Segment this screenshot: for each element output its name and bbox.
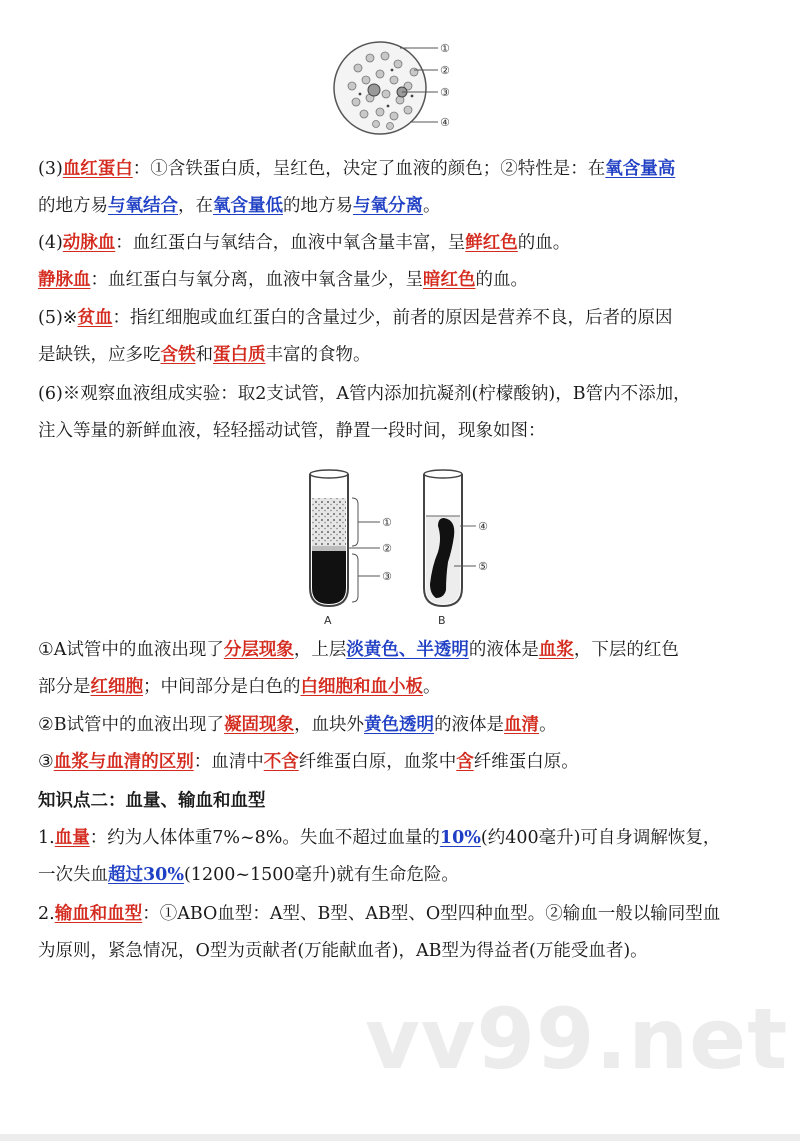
test-tubes-figure bbox=[296, 464, 506, 628]
tube-a-label-3: ③ bbox=[382, 570, 392, 583]
paragraph-6-line-1: (6)※观察血液组成实验：取2支试管，A管内添加抗凝剂(柠檬酸钠)，B管内不添加， bbox=[38, 384, 691, 404]
tube-a-letter: A bbox=[324, 614, 332, 627]
paragraph-4-venous: 静脉血：血红蛋白与氧分离，血液中氧含量少，呈暗红色的血。 bbox=[38, 270, 528, 290]
paragraph-5-line-2: 是缺铁，应多吃含铁和蛋白质丰富的食物。 bbox=[38, 345, 371, 365]
paragraph-3-line-1: (3)血红蛋白：①含铁蛋白质，呈红色，决定了血液的颜色；②特性是：在氧含量高 bbox=[38, 159, 676, 179]
paragraph-5-line-1: (5)※贫血：指红细胞或血红蛋白的含量过少，前者的原因是营养不良，后者的原因 bbox=[38, 308, 673, 328]
tube-a-label-2: ② bbox=[382, 542, 392, 555]
bottom-bar bbox=[0, 1134, 800, 1141]
watermark: vv99.net bbox=[365, 990, 789, 1088]
observation-3: ③血浆与血清的区别：血清中不含纤维蛋白原，血浆中含纤维蛋白原。 bbox=[38, 752, 579, 772]
observation-1-line-2: 部分是红细胞；中间部分是白色的白细胞和血小板。 bbox=[38, 677, 441, 697]
tube-b-label-4: ④ bbox=[478, 520, 488, 533]
paragraph-6-line-2: 注入等量的新鲜血液，轻轻摇动试管，静置一段时间，现象如图： bbox=[38, 421, 546, 441]
tube-a-plasma bbox=[312, 498, 346, 546]
figure1-label-1: ① bbox=[440, 42, 450, 55]
section-1-line-1: 1.血量：约为人体体重7%~8%。失血不超过血量的10%(约400毫升)可自身调解恢复， bbox=[38, 828, 721, 848]
section-1-line-2: 一次失血超过30%(1200~1500毫升)就有生命危险。 bbox=[38, 865, 459, 885]
figure1-label-2: ② bbox=[440, 64, 450, 77]
tube-b-letter: B bbox=[438, 614, 446, 627]
observation-1-line-1: ①A试管中的血液出现了分层现象，上层淡黄色、半透明的液体是血浆，下层的红色 bbox=[38, 640, 679, 660]
blood-smear-figure bbox=[330, 38, 470, 140]
section-2-line-2: 为原则，紧急情况，O型为贡献者(万能献血者)，AB型为得益者(万能受血者)。 bbox=[38, 941, 648, 961]
tube-a-label-1: ① bbox=[382, 516, 392, 529]
observation-2: ②B试管中的血液出现了凝固现象，血块外黄色透明的液体是血清。 bbox=[38, 715, 557, 735]
tube-b-label-5: ⑤ bbox=[478, 560, 488, 573]
paragraph-4-arterial: (4)动脉血：血红蛋白与氧结合，血液中氧含量丰富，呈鲜红色的血。 bbox=[38, 233, 571, 253]
figure1-label-3: ③ bbox=[440, 86, 450, 99]
tube-a-middle-layer bbox=[312, 546, 346, 551]
tube-a-red-cells bbox=[312, 551, 346, 604]
section-2-line-1: 2.输血和血型：①ABO血型：A型、B型、AB型、O型四种血型。②输血一般以输同型血 bbox=[38, 904, 721, 924]
figure1-label-4: ④ bbox=[440, 116, 450, 129]
paragraph-3-line-2: 的地方易与氧结合，在氧含量低的地方易与氧分离。 bbox=[38, 196, 441, 216]
section-heading: 知识点二：血量、输血和血型 bbox=[38, 791, 266, 811]
keyword-hemoglobin: 血红蛋白 bbox=[62, 159, 133, 179]
